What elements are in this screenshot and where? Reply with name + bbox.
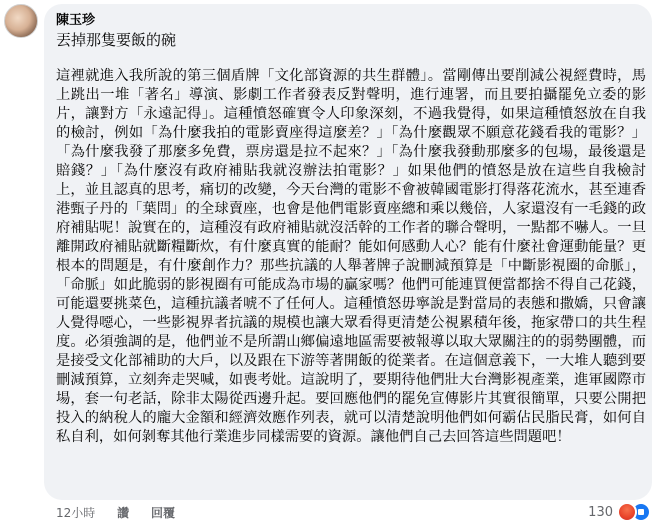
- post-body: 這裡就進入我所說的第三個盾牌「文化部資源的共生群體」。當剛傳出要削減公視經費時，馬上跳出一堆「著名」導演、影劇工作者發表反對聲明，進行連署，而且要拍攝罷免立委的影片，讓對方「永遠記得」。這種憤怒確實令人印象深刻，不過我覺得，如果這種憤怒放在自我的檢討，例如「為什麼我拍的電影賣座得這麼差？」「為什麼觀眾不願意花錢看我的電影？」「為什麼我發了那麼多免費，票房還是拉不起來？」「為什麼我發動那麼多的包場，最後還是賠錢？」「為什麼沒有政府補貼我就沒辦法拍電影？」如果他們的憤怒是放在這些自我檢討上，並且認真的思考，痛切的改變，今天台灣的電影不會被韓國電影打得落花流水，甚至連香港甄子丹的「葉問」的全球賣座，也會是他們電影賣座總和乘以幾倍，人家還沒有一毛錢的政府補貼呢！說實在的，這種沒有政府補貼就沒活幹的工作者的聯合聲明，一點都不嚇人。一旦離開政府補貼就斷糧斷炊，有什麼真實的能耐？能如何感動人心？能有什麼社會運動能量？更根本的問題是，有什麼創作力？那些抗議的人舉著牌子說刪減預算是「中斷影視圈的命脈」，「命脈」如此脆弱的影視圈有可能成為市場的贏家嗎？他們可能連買便當都捨不得自己花錢，可能還要挑菜色，這種抗議者唬不了任何人。這種憤怒毋寧說是對當局的表態和撒嬌，只會讓人覺得噁心，一些影視界者抗議的規模也讓大眾看得更清楚公視累積年後，拖家帶口的共生程度。必須強調的是，他們並不是所謂山鄉偏遠地區需要被報導以取大眾關注的的弱勢團體，而是接受文化部補助的大戶，以及跟在下游等著開飯的從業者。在這個意義下，一大堆人聽到要刪減預算，立刻奔走哭喊，如喪考妣。這說明了，要期待他們壯大台灣影視產業，進軍國際市場，套一句老話，除非太陽從西邊升起。要回應他們的罷免宣傳影片其實很簡單，只要公開把投入的納稅人的龐大金額和經濟效應作列表，就可以清楚說明他們如何霸佔民脂民膏，如何自私自利，如何剝奪其他行業進步同樣需要的資源。讓他們自己去回答這些問題吧！: [56, 68, 646, 445]
- avatar[interactable]: [4, 4, 38, 38]
- author-name[interactable]: 陳玉珍: [56, 13, 96, 28]
- angry-reaction-icon: [617, 502, 637, 522]
- timestamp[interactable]: 12小時: [56, 506, 96, 520]
- comment-bubble: [44, 4, 652, 500]
- reply-button[interactable]: 回覆: [150, 506, 175, 520]
- comment-actions: [56, 505, 193, 521]
- reaction-count: 130: [588, 504, 613, 520]
- reaction-summary[interactable]: [588, 502, 651, 522]
- like-button[interactable]: 讚: [117, 506, 130, 520]
- post-title: 丟掉那隻要飯的碗: [56, 31, 177, 49]
